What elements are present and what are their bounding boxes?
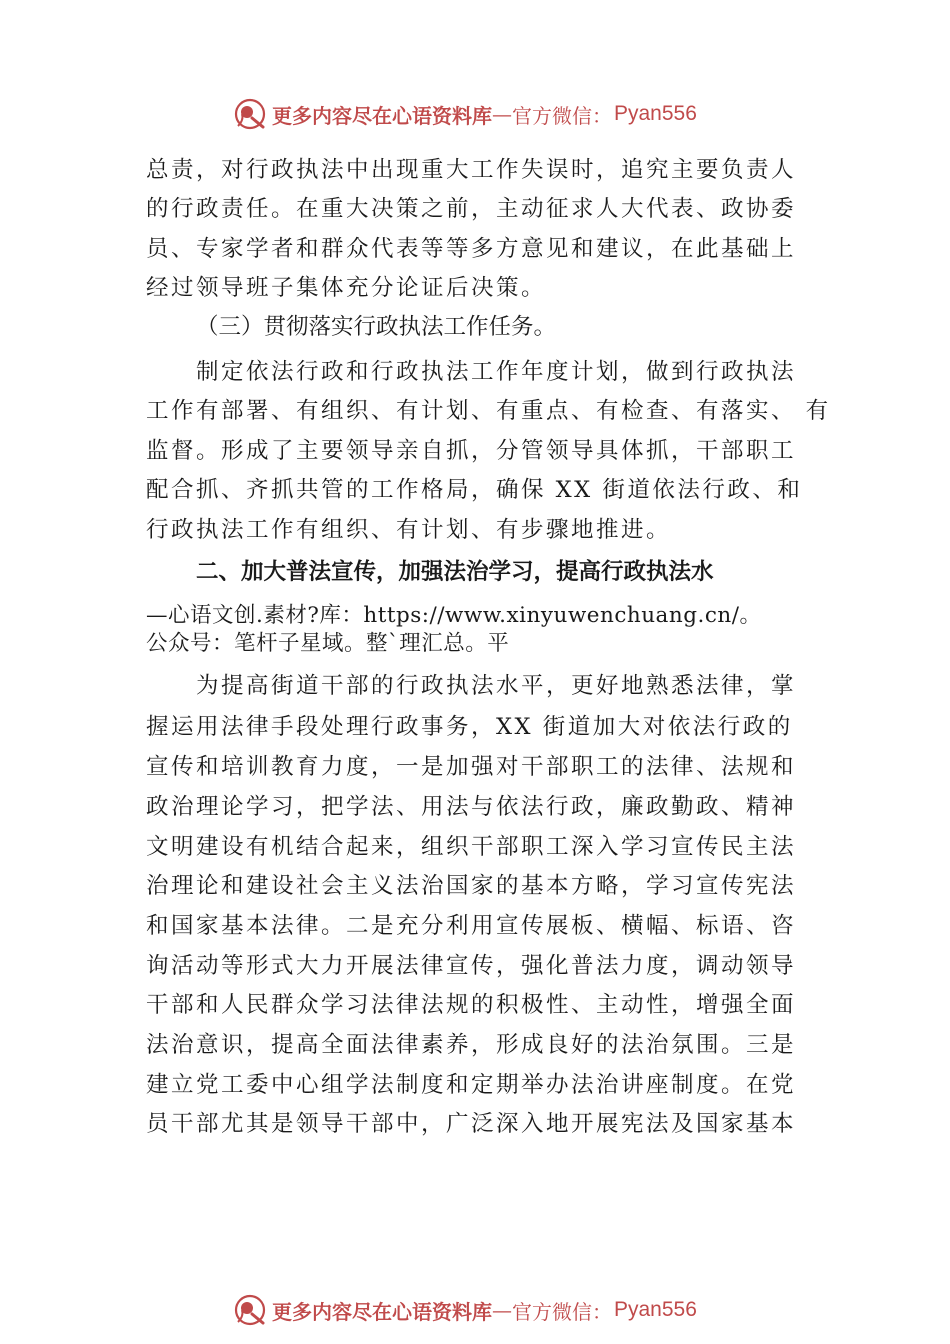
logo-icon	[232, 1292, 268, 1328]
paragraph-line: 治理论和建设社会主义法治国家的基本方略，学习宣传宪法	[146, 873, 797, 899]
watermark-line: 公众号：笔杆子星域。整`理汇总。平	[146, 631, 510, 656]
banner-account: Pyan556	[614, 102, 697, 125]
banner-separator: —	[492, 102, 512, 126]
paragraph-line: 法治意识，提高全面法律素养，形成良好的法治氛围。三是	[146, 1032, 797, 1058]
paragraph-line: 制定依法行政和行政执法工作年度计划，做到行政执法	[196, 359, 797, 385]
banner-wechat-label: 官方微信：	[512, 1299, 612, 1324]
paragraph-line: 总责，对行政执法中出现重大工作失误时，追究主要负责人	[146, 157, 797, 183]
paragraph-line: 宣传和培训教育力度，一是加强对干部职工的法律、法规和	[146, 754, 797, 780]
footer-banner	[0, 1290, 950, 1330]
paragraph-line: 政治理论学习，把学法、用法与依法行政，廉政勤政、精神	[146, 794, 797, 820]
paragraph-line: 为提高街道干部的行政执法水平，更好地熟悉法律，掌	[196, 673, 797, 699]
paragraph-line: 的行政责任。在重大决策之前，主动征求人大代表、政协委	[146, 196, 797, 222]
paragraph-line: 干部和人民群众学习法律法规的积极性、主动性，增强全面	[146, 992, 797, 1018]
banner-separator: —	[492, 1298, 512, 1322]
paragraph-line: 询活动等形式大力开展法律宣传，强化普法力度，调动领导	[146, 953, 797, 979]
paragraph-line: 工作有部署、有组织、有计划、有重点、有检查、有落实、 有	[146, 398, 831, 424]
banner-wechat-label: 官方微信：	[512, 103, 612, 128]
watermark-line: —心语文创.素材?库：https://www.xinyuwenchuang.cn/。	[146, 603, 762, 628]
paragraph-line: 文明建设有机结合起来，组织干部职工深入学习宣传民主法	[146, 834, 797, 860]
paragraph-line: 监督。形成了主要领导亲自抓，分管领导具体抓，干部职工	[146, 438, 797, 464]
header-banner	[0, 94, 950, 134]
paragraph-line: 建立党工委中心组学法制度和定期举办法治讲座制度。在党	[146, 1072, 797, 1098]
paragraph-line: 员、专家学者和群众代表等等多方意见和建议，在此基础上	[146, 236, 797, 262]
chapter-heading: 二、加大普法宣传，加强法治学习，提高行政执法水	[196, 559, 714, 585]
banner-label: 更多内容尽在心语资料库	[272, 1299, 492, 1324]
paragraph-line: 员干部尤其是领导干部中，广泛深入地开展宪法及国家基本	[146, 1111, 797, 1137]
paragraph-line: 行政执法工作有组织、有计划、有步骤地推进。	[146, 517, 672, 543]
paragraph-line: 经过领导班子集体充分论证后决策。	[146, 275, 547, 301]
paragraph-line: 和国家基本法律。二是充分利用宣传展板、横幅、标语、咨	[146, 913, 797, 939]
logo-icon	[232, 96, 268, 132]
paragraph-line: 握运用法律手段处理行政事务，XX 街道加大对依法行政的	[146, 714, 793, 740]
banner-account: Pyan556	[614, 1298, 697, 1321]
banner-label: 更多内容尽在心语资料库	[272, 103, 492, 128]
paragraph-line: 配合抓、齐抓共管的工作格局，确保 XX 街道依法行政、和	[146, 477, 803, 503]
section-heading: （三）贯彻落实行政执法工作任务。	[196, 314, 557, 340]
